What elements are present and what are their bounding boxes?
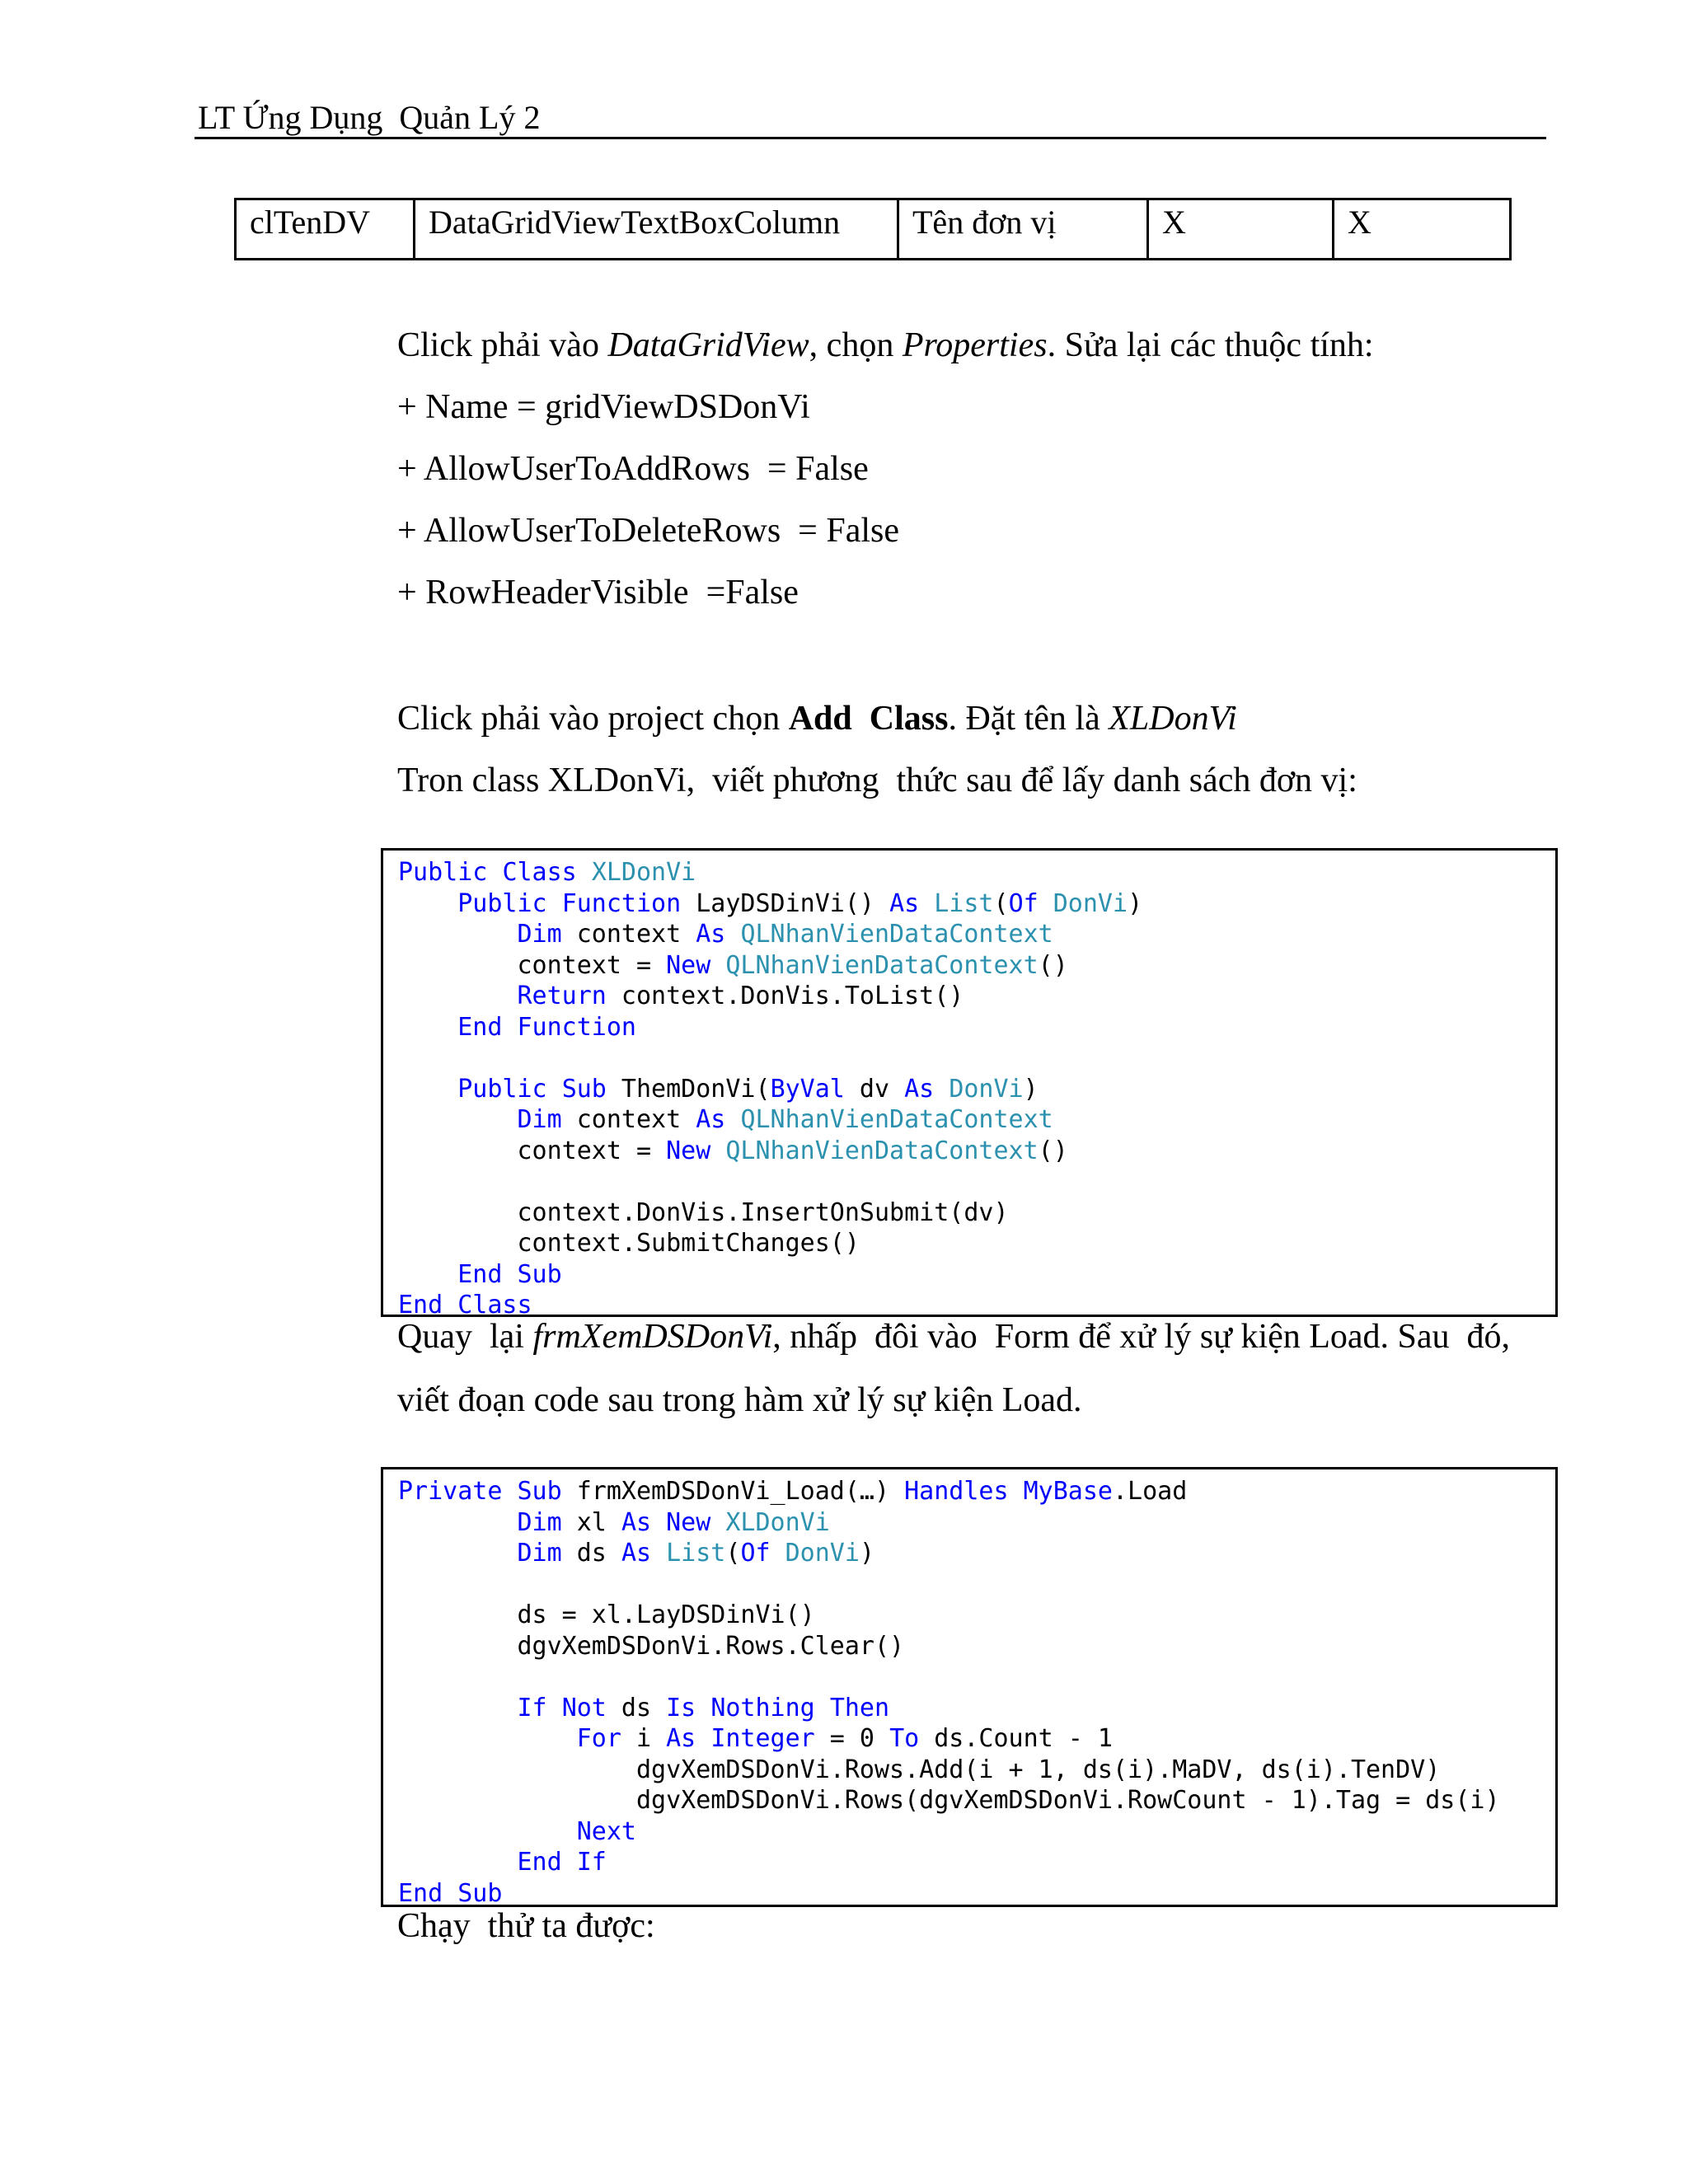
code-text — [383, 1469, 1555, 1909]
instruction-add-class: Click phải vào project chọn Add Class. Đặt tên là XLDonVi — [397, 700, 1237, 738]
table-cell-flag-1: X — [1148, 199, 1334, 260]
code-line: Next — [576, 1816, 636, 1846]
header-rule — [195, 137, 1546, 139]
instruction-write-method: Tron class XLDonVi, viết phương thức sau để lấy danh sách đơn vị: — [397, 762, 1357, 799]
code-line: Return context.DonVis.ToList() — [517, 982, 964, 1010]
code-line: End Sub — [457, 1259, 562, 1289]
code-line: Public Class XLDonVi — [398, 858, 696, 887]
code-line: End Function — [457, 1012, 636, 1042]
code-line: Dim context As QLNhanVienDataContext — [517, 1105, 1053, 1134]
code-line: End Sub — [398, 1878, 503, 1908]
column-table — [234, 198, 1512, 260]
code-line: Dim context As QLNhanVienDataContext — [517, 920, 1053, 949]
instruction-run: Chạy thử ta được: — [397, 1907, 655, 1945]
page-header-title: LT Ứng Dụng Quản Lý 2 — [198, 99, 541, 136]
instruction-load-event: Quay lại frmXemDSDonVi, nhấp đôi vào Form để xử lý sự kiện Load. Sau đó, — [397, 1318, 1511, 1356]
code-line: context.SubmitChanges() — [398, 1229, 860, 1258]
instruction-properties: Click phải vào DataGridView, chọn Properties. Sửa lại các thuộc tính: — [397, 326, 1374, 364]
code-text — [383, 851, 1555, 1321]
table-cell-flag-2: X — [1334, 199, 1511, 260]
code-line — [398, 1043, 1555, 1074]
code-line: If Not ds Is Nothing Then — [517, 1693, 890, 1722]
table-cell-header-text: Tên đơn vị — [898, 199, 1148, 260]
table-cell-name: clTenDV — [236, 199, 415, 260]
table-row — [236, 199, 1511, 260]
code-line: ds = xl.LayDSDinVi() — [398, 1601, 815, 1629]
code-line: Dim xl As New XLDonVi — [517, 1507, 830, 1537]
code-line: context.DonVis.InsertOnSubmit(dv) — [398, 1197, 1009, 1227]
property-allow-add: + AllowUserToAddRows = False — [397, 450, 869, 488]
code-line — [398, 1569, 1555, 1601]
code-line: Private Sub frmXemDSDonVi_Load(…) Handles MyBase.Load — [398, 1477, 1188, 1506]
code-line: Dim ds As List(Of DonVi) — [517, 1539, 874, 1568]
code-line: context = New QLNhanVienDataContext() — [398, 950, 1068, 980]
code-block-xldonvi — [381, 848, 1558, 1317]
code-line — [398, 1166, 1555, 1197]
code-line: dgvXemDSDonVi.Rows.Clear() — [398, 1631, 905, 1661]
table-cell-type: DataGridViewTextBoxColumn — [415, 199, 898, 260]
property-name: + Name = gridViewDSDonVi — [397, 388, 810, 426]
code-block-form-load — [381, 1467, 1558, 1907]
code-line: Public Function LayDSDinVi() As List(Of DonVi) — [457, 888, 1143, 918]
code-line: End Class — [398, 1291, 532, 1319]
code-line: Public Sub ThemDonVi(ByVal dv As DonVi) — [457, 1074, 1039, 1104]
instruction-write-code: viết đoạn code sau trong hàm xử lý sự kiện Load. — [397, 1381, 1082, 1419]
code-line: context = New QLNhanVienDataContext() — [398, 1136, 1068, 1165]
code-line: dgvXemDSDonVi.Rows(dgvXemDSDonVi.RowCount - 1).Tag = ds(i) — [398, 1786, 1500, 1815]
code-line — [398, 1661, 1555, 1693]
property-allow-delete: + AllowUserToDeleteRows = False — [397, 512, 900, 550]
code-line: For i As Integer = 0 To ds.Count - 1 — [576, 1724, 1113, 1753]
code-line: End If — [517, 1848, 607, 1877]
property-row-header: + RowHeaderVisible =False — [397, 574, 799, 612]
code-line: dgvXemDSDonVi.Rows.Add(i + 1, ds(i).MaDV, ds(i).TenDV) — [398, 1755, 1441, 1784]
